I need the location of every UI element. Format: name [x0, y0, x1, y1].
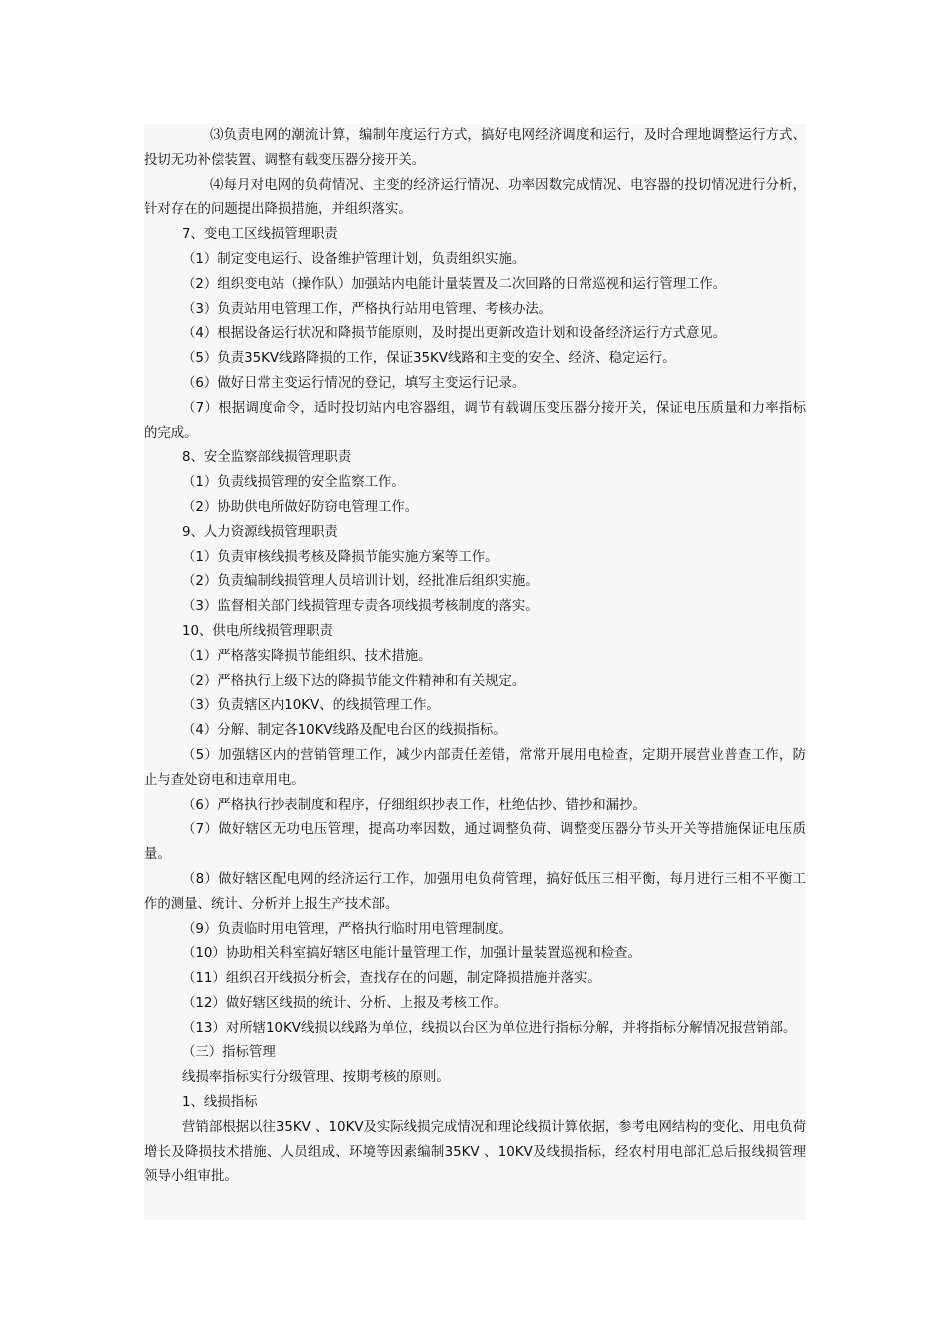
- paragraph: 营销部根据以往35KV 、10KV及实际线损完成情况和理论线损计算依据，参考电网结构的变化、用电负荷增长及降损技术措施、人员组成、环境等因素编制35KV 、10KV及线损指标，经农村用电部汇总后报线损管理领导小组审批。: [144, 1119, 806, 1185]
- paragraph: ⑷每月对电网的负荷情况、主变的经济运行情况、功率因数完成情况、电容器的投切情况进行分析，针对存在的问题提出降损措施，并组织落实。: [144, 177, 806, 218]
- paragraph: 7、变电工区线损管理职责: [182, 227, 338, 243]
- paragraph: （2）严格执行上级下达的降损节能文件精神和有关规定。: [182, 673, 526, 689]
- paragraph: （3）负责辖区内10KV、的线损管理工作。: [182, 698, 440, 714]
- paragraph: 10、供电所线损管理职责: [182, 623, 333, 639]
- paragraph: （4）根据设备运行状况和降损节能原则，及时提出更新改造计划和设备经济运行方式意见。: [182, 326, 727, 342]
- paragraph: 8、安全监察部线损管理职责: [182, 450, 352, 466]
- paragraph: 1、线损指标: [182, 1095, 258, 1111]
- paragraph: （1）制定变电运行、设备维护管理计划，负责组织实施。: [182, 251, 526, 267]
- paragraph: （11）组织召开线损分析会，查找存在的问题，制定降损措施并落实。: [182, 971, 601, 987]
- paragraph: （7）根据调度命令，适时投切站内电容器组，调节有载调压变压器分接开关，保证电压质量和力率指标的完成。: [144, 400, 806, 441]
- paragraph: （2）负责编制线损管理人员培训计划，经批准后组织实施。: [182, 574, 539, 590]
- paragraph: （13）对所辖10KV线损以线路为单位，线损以台区为单位进行指标分解，并将指标分解情况报营销部。: [182, 1020, 797, 1036]
- paragraph: （2）协助供电所做好防窃电管理工作。: [182, 499, 419, 515]
- paragraph: （8）做好辖区配电网的经济运行工作，加强用电负荷管理，搞好低压三相平衡，每月进行三相不平衡工作的测量、统计、分析并上报生产技术部。: [144, 871, 806, 912]
- paragraph: （12）做好辖区线损的统计、分析、上报及考核工作。: [182, 995, 508, 1011]
- paragraph: （9）负责临时用电管理，严格执行临时用电管理制度。: [182, 921, 512, 937]
- paragraph: （三）指标管理: [182, 1045, 276, 1061]
- paragraph: （5）加强辖区内的营销管理工作，减少内部责任差错，常常开展用电检查，定期开展营业普查工作，防止与查处窃电和违章用电。: [144, 747, 806, 788]
- paragraph: ⑶负责电网的潮流计算，编制年度运行方式，搞好电网经济调度和运行，及时合理地调整运行方式、投切无功补偿装置、调整有载变压器分接开关。: [144, 128, 806, 168]
- paragraph: （1）严格落实降损节能组织、技术措施。: [182, 648, 432, 664]
- paragraph: （5）负责35KV线路降损的工作，保证35KV线路和主变的安全、经济、稳定运行。: [182, 351, 676, 367]
- paragraph: （1）负责审核线损考核及降损节能实施方案等工作。: [182, 549, 499, 565]
- paragraph: （7）做好辖区无功电压管理，提高功率因数，通过调整负荷、调整变压器分节头开关等措施保证电压质量。: [144, 822, 806, 863]
- paragraph: （2）组织变电站（操作队）加强站内电能计量装置及二次回路的日常巡视和运行管理工作。: [182, 276, 727, 292]
- paragraph: （6）严格执行抄表制度和程序，仔细组织抄表工作，杜绝估抄、错抄和漏抄。: [182, 797, 646, 813]
- paragraph: （6）做好日常主变运行情况的登记，填写主变运行记录。: [182, 375, 526, 391]
- paragraph: （3）监督相关部门线损管理专责各项线损考核制度的落实。: [182, 599, 539, 615]
- paragraph: （10）协助相关科室搞好辖区电能计量管理工作，加强计量装置巡视和检查。: [182, 946, 641, 962]
- document-page: [144, 124, 806, 1220]
- paragraph: （1）负责线损管理的安全监察工作。: [182, 475, 405, 491]
- paragraph: 9、人力资源线损管理职责: [182, 524, 338, 540]
- paragraph: 线损率指标实行分级管理、按期考核的原则。: [182, 1070, 450, 1086]
- document-body: [144, 124, 806, 1190]
- paragraph: （4）分解、制定各10KV线路及配电台区的线损指标。: [182, 723, 507, 739]
- paragraph: （3）负责站用电管理工作，严格执行站用电管理、考核办法。: [182, 301, 553, 317]
